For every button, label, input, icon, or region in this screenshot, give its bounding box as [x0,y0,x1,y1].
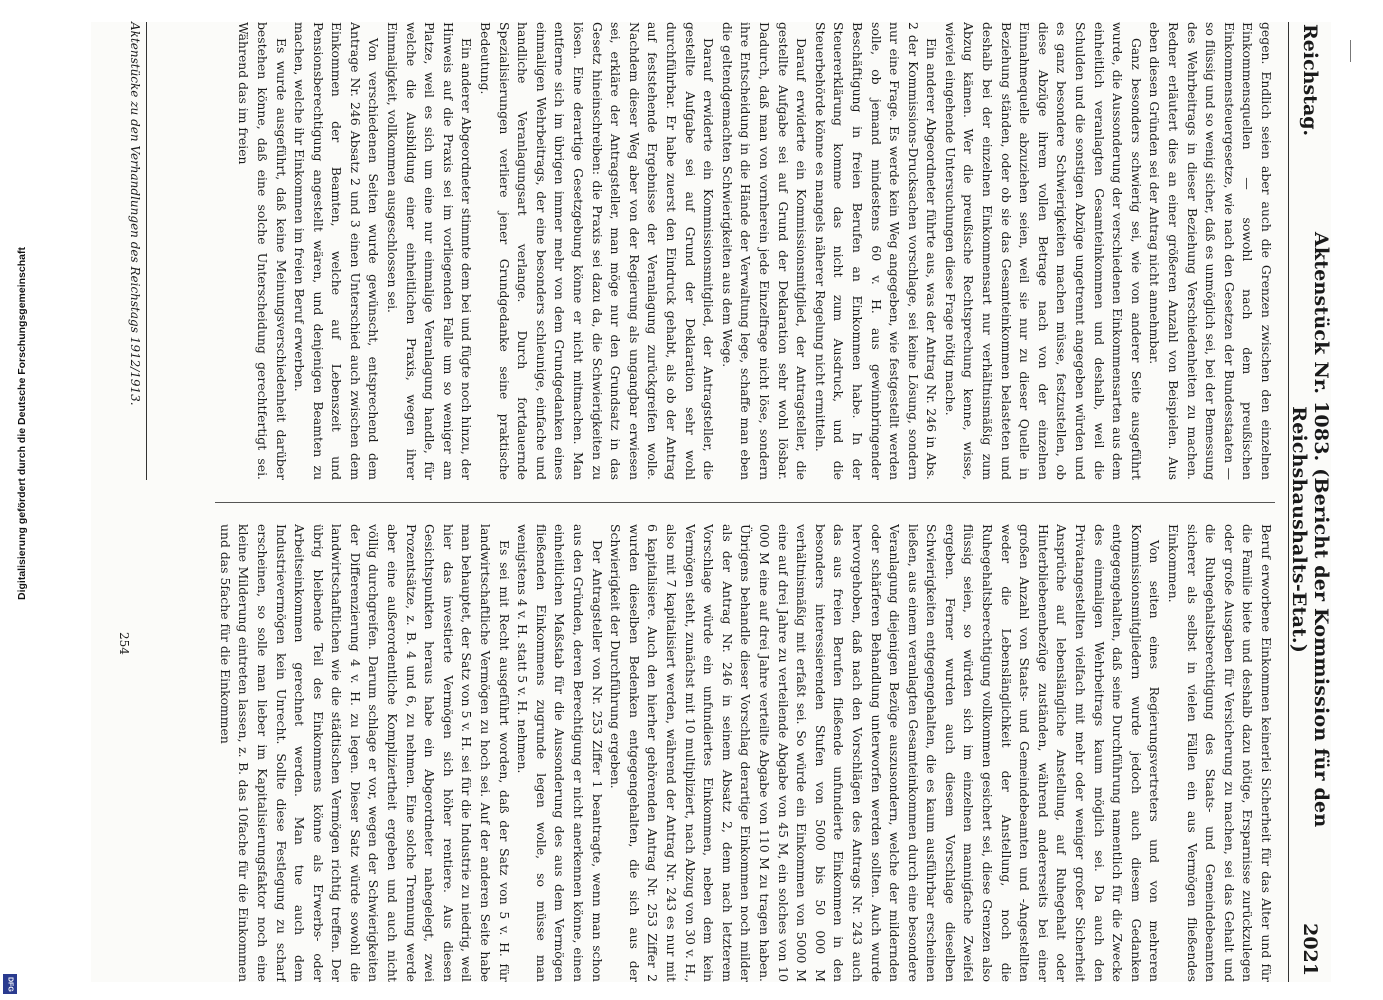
right-paragraph: Von seiten eines Regierungsvertreters und von mehreren Kommissionsmitgliedern wurde jedoch auch diesem Gedanken entgegengehalten, daß seine Durchführung namentlich für die Zwecke des einmaligen Wehrbeitrags kaum möglich sei. Da auch den Privatangestellten vielfach mit mehr oder weniger großer Sicherheit Ansprüche auf lebenslängliche Anstellung, auf Ruhegehalt oder Hinterbliebenenbezüge zuständen, während andererseits bei einer großen Anzahl von Staats- und Gemeindebeamten und -Angestellten weder die Lebenslänglichkeit der Anstellung, noch die Ruhegehaltsberechtigung vollkommen gesichert sei, diese Grenzen also flüssig seien, so würden sich im einzelnen mannigfache Zweifel ergeben. Ferner wurden auch diesem Vorschlage dieselben Schwierigkeiten entgegengehalten, die es kaum ausführbar erscheinen ließen, aus einem veranlagten Gesamteinkommen durch eine besondere Veranlagung diejenigen Bezüge auszusondern, welche der mildernden oder schärferen Behandlung unterworfen werden sollten. Auch wurde hervorgehoben, daß nach den Vorschlägen des Antrags Nr. 243 auch das aus freien Berufen fließende unfundierte Einkommen in den besonders interessierenden Stufen von 5000 bis 50 000 M verhältnismäßig mit erfaßt sei. So würde ein Einkommen von 5000 M eine auf drei Jahre zu verteilende Abgabe von 45 M, ein solches von 10 000 M eine auf drei Jahre verteilte Abgabe von 110 M zu tragen haben. Übrigens behandle dieser Vorschlag derartige Einkommen noch milder als der Antrag Nr. 246 in seinem Absatz 2, denn nach letzterem Vorschlage würde ein unfundiertes Einkommen, neben dem kein Vermögen steht, zunächst mit 10 multipliziert, nach Abzug von 30 v. H., also mit 7 kapitalisiert werden, während der Antrag Nr. 243 es nur mit 6 kapitalisiere. Auch den hierher gehörenden Antrag Nr. 253 Ziffer 2 wurden dieselben Bedenken entgegengehalten, die sich aus der Schwierigkeit der Durchführung ergeben. [608,524,1163,982]
left-paragraph: Ein anderer Abgeordneter stimmte dem bei und fügte noch hinzu, der Hinweis auf die Praxis sei im vorliegenden Falle um so weniger am Platze, weil es sich um eine nur einmalige Veranlagung handle, für welche die Ausbildung einer einheitlichen Praxis, wegen ihrer Einmaligkeit, vollkommen ausgeschlossen sei. [385,22,475,480]
right-paragraph: Es sei mit Recht ausgeführt worden, daß der Satz von 5 v. H. für landwirtschaftliche Vermögen zu hoch sei. Auf der anderen Seite habe man behauptet, der Satz von 5 v. H. sei für die Industrie zu niedrig, weil hier das investierte Vermögen sich höher rentiere. Aus diesen Gesichtspunkten heraus habe ein Abgeordneter nahegelegt, zwei Prozentsätze, z. B. 4 und 6, zu nehmen. Eine solche Trennung werde aber eine außerordentliche Kompliziertheit ergeben und auch nicht völlig durchgreifen. Darum schlage er vor, wegen der Schwierigkeiten der Differenzierung 4 v. H. zu legen. Dieser Satz würde sowohl die landwirtschaftlichen wie die städtischen Vermögen richtig treffen. Der übrig bleibende Teil des Einkommens könne als Erwerbs- oder Arbeitseinkommen gerechnet werden. Man tue auch dem Industrievermögen kein Unrecht. Sollte diese Festlegung zu scharf erscheinen, so solle man lieber im Kapitalisierungsfaktor noch eine kleine Milderung eintreten lassen, z. B. das 10fache für die Einkommen und das 5fache für die Einkommen [217,524,512,982]
right-paragraph: Der Antragsteller von Nr. 253 Ziffer 1 beantragte, wenn man schon aus den Gründen, deren Berechtigung er nicht anerkennen könne, einen einheitlichen Maßstab für die Aussonderung des aus dem Vermögen fließenden Einkommens zugrunde legen wolle, so müsse man wenigstens 4 v. H. statt 5 v. H. nehmen. [515,524,605,982]
left-paragraph: gegen. Endlich seien aber auch die Grenzen zwischen den einzelnen Einkommensquellen — sowohl nach dem preußischen Einkommensteuergesetze, wie nach den Gesetzen der Bundesstaaten — so flüssig und so wenig sicher, daß es unmöglich sei, bei der Bemessung des Wehrbeitrags in dieser Beziehung Verschiedenheiten zu machen. Redner erläutert dies an einer größeren Anzahl von Beispielen. Aus eben diesen Gründen sei der Antrag nicht annehmbar. [1147,22,1274,480]
column-divider [215,502,1275,503]
page-number: 2021 [1299,923,1321,976]
right-column [205,524,1275,982]
rotated-page [91,22,1331,982]
page-header [1288,22,1331,982]
page-title: Aktenstück Nr. 1083. (Bericht der Kommission für den Reichshaushalts-Etat.) [1288,231,1332,828]
left-paragraph: Ein anderer Abgeordneter führte aus, was der Antrag Nr. 246 in Abs. 2 der Kommissions-Drucksachen vorschlage, sei keine Lösung, sondern nur eine Frage. Es werde kein Weg angegeben, wie festgestellt werden solle, ob jemand mindestens 60 v. H. aus gewinnbringender Beschäftigung in freien Berufen an Einkommen habe. In der Steuererklärung komme das nicht zum Ausdruck, und die Steuerbehörde könne es mangels näherer Regelung nicht ermitteln. [812,22,940,480]
left-paragraph: Von verschiedenen Seiten wurde gewünscht, entsprechend dem Antrage Nr. 246 Absatz 2 und 3 einen Unterschied auch zwischen dem Einkommen der Beamten, welche auf Lebenszeit und Pensionsberechtigung angestellt wären, und denjenigen Beamten zu machen, welche ihr Einkommen im freien Beruf erwerben. [292,22,382,480]
dfg-logo: DFG [3,974,17,994]
digitization-credit: Digitalisierung gefördert durch die Deutsche Forschungsgemeinschaft [16,247,28,600]
left-paragraph: Es wurde ausgeführt, daß keine Meinungsverschiedenheit darüber bestehen könne, daß eine solche Unterscheidung gerechtfertigt sei. Während das im freien [236,22,289,480]
digitization-sidebar [0,0,28,1000]
header-left: Reichstag. [1299,24,1321,137]
left-column [205,22,1275,480]
footer-source: Aktenstücke zu den Verhandlungen des Reichstags 1912/1913. [128,22,147,480]
left-paragraph: Darauf erwiderte ein Kommissionsmitglied, der Antragsteller, die gestellte Aufgabe sei auf Grund der Deklaration sehr wohl durchführbar. Er habe zuerst den Eindruck gehabt, als ob der Antrag auf feststehende Ergebnisse der Veranlagung zurückgreifen wolle. Nachdem dieser Weg aber von der Regierung als ungangbar erwiesen sei, erkläre der Antragsteller, man möge nur den Grundsatz in das Gesetz hineinschreiben: die Praxis sei dazu da, die Schwierigkeiten zu lösen. Eine derartige Gesetzgebung könne er nicht mitmachen. Man entferne sich im übrigen immer mehr von dem Grundgedanken eines einmaligen Wehrbeitrags, der eine besonders schleunige, einfache und handliche Veranlagungsart verlange. Durch fortdauernde Spezialisierungen verliere jener Grundgedanke seine praktische Bedeutung. [478,22,717,480]
right-paragraph: Beruf erworbene Einkommen keinerlei Sicherheit für das Alter und für die Familie biete und deshalb dazu nötige, Ersparnisse zurückzulegen oder große Ausgaben für Versicherung zu machen, sei das Gehalt und die Ruhegehaltsberechtigung des Staats- und Gemeindebeamten sicherer als selbst in vielen Fällen ein aus Vermögen fließendes Einkommen. [1166,524,1274,982]
edge-mark [1350,40,1351,62]
footer-page-number: 254 [117,632,131,655]
left-paragraph: Darauf erwiderte ein Kommissionsmitglied, der Antragsteller, die gestellte Aufgabe sei auf Grund der Deklaration sehr wohl lösbar. Dadurch, daß man von vornherein jede Einzelfrage nicht löse, sondern ihre Entscheidung in die Hände der Verwaltung lege, schaffe man eben die geltendgemachten Schwierigkeiten aus dem Wege. [719,22,810,480]
left-paragraph: Ganz besonders schwierig sei, wie von anderer Seite ausgeführt wurde, die Aussonderung der verschiedenen Einkommensarten aus dem einheitlich veranlagten Gesamteinkommen und deshalb, weil die Schulden und die sonstigen Abzüge ungetrennt angegeben würden und es ganz besondere Schwierigkeiten machen müsse, festzustellen, ob diese Abzüge ihrem vollen Betrage nach von der einzelnen Einnahmequelle abzuziehen seien, weil sie nur zu dieser Quelle in Beziehung ständen, oder ob sie das Gesamteinkommen belasteten und deshalb bei der einzelnen Einkommensart nur verhältnismäßig zum Abzug kämen. Wer die preußische Rechtsprechung kenne, wisse, wieviel eingehende Untersuchungen diese Frage nötig mache. [942,22,1144,480]
